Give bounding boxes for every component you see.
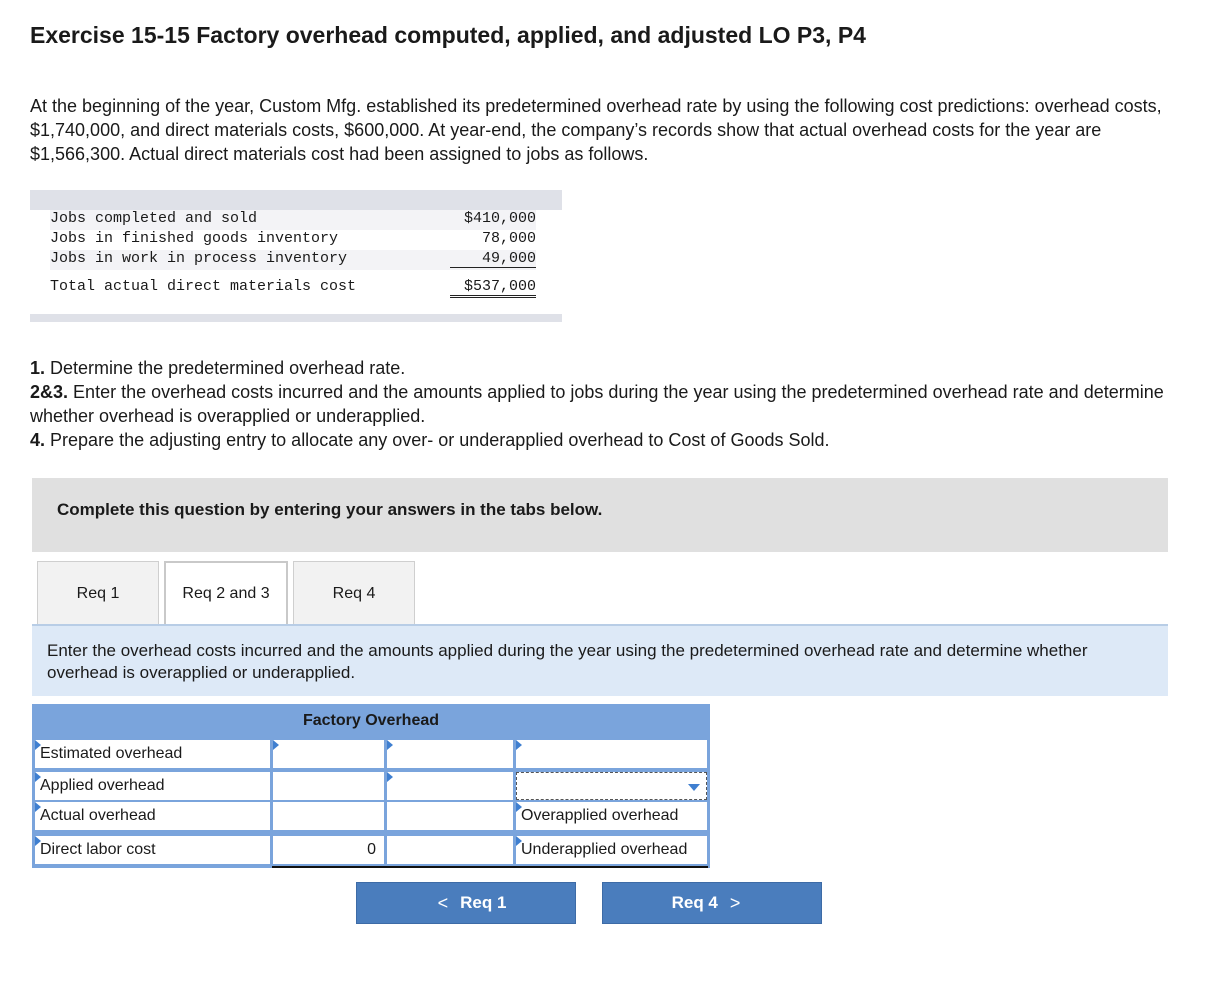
jobs-row-amount: $410,000 bbox=[463, 210, 536, 227]
jobs-table-band-top bbox=[30, 190, 562, 210]
next-req-button[interactable] bbox=[602, 882, 822, 924]
t-account-total-line bbox=[272, 866, 708, 868]
dropdown-option-underapplied[interactable]: Underapplied overhead bbox=[516, 836, 707, 864]
requirement-item bbox=[30, 380, 1170, 428]
instruction-panel: Enter the overhead costs incurred and the amounts applied during the year using the predetermined overhead rate and determine whether overhead is overapplied or underapplied. bbox=[32, 626, 1168, 696]
left-label-select[interactable]: Actual overhead bbox=[35, 802, 270, 830]
requirement-number: 2&3. bbox=[30, 382, 69, 402]
jobs-row-label: Jobs in work in process inventory bbox=[50, 250, 348, 267]
credit-amount-input[interactable] bbox=[387, 802, 513, 830]
page-title: Exercise 15-15 Factory overhead computed, applied, and adjusted LO P3, P4 bbox=[30, 22, 866, 48]
jobs-total-amount: $537,000 bbox=[450, 278, 536, 298]
intro-text: At the beginning of the year, Custom Mfg. established its predetermined overhead rate by using the following cost predictions: overhead costs, $1,740,000, and direct materials costs, $600,000. At year-end, the company’s records show that actual overhead costs for the year are $1,566,300. Actual direct materials cost had been assigned to jobs as follows. bbox=[30, 96, 1162, 164]
debit-amount-input[interactable]: 0 bbox=[273, 836, 384, 864]
next-req-label: Req 4 bbox=[671, 893, 718, 912]
requirement-text: Determine the predetermined overhead rate. bbox=[50, 358, 406, 378]
requirement-text: Prepare the adjusting entry to allocate any over- or underapplied overhead to Cost of Goods Sold. bbox=[50, 430, 830, 450]
jobs-row-label: Jobs completed and sold bbox=[50, 210, 258, 227]
tab-req-4[interactable]: Req 4 bbox=[293, 561, 415, 625]
requirements-list bbox=[30, 356, 1170, 452]
debit-amount-input[interactable] bbox=[273, 802, 384, 830]
debit-amount-input[interactable] bbox=[273, 740, 384, 768]
chevron-down-icon[interactable] bbox=[688, 784, 700, 791]
dropdown-option-overapplied[interactable]: Overapplied overhead bbox=[516, 802, 707, 830]
jobs-table-band-bottom bbox=[30, 314, 562, 322]
right-label-select[interactable] bbox=[516, 740, 707, 768]
requirement-number: 1. bbox=[30, 358, 46, 378]
credit-amount-input[interactable] bbox=[387, 836, 513, 864]
credit-amount-input[interactable] bbox=[387, 740, 513, 768]
requirement-number: 4. bbox=[30, 430, 46, 450]
complete-prompt-band bbox=[32, 478, 1168, 552]
over-under-dropdown[interactable] bbox=[516, 772, 707, 800]
chevron-right-icon: > bbox=[729, 892, 741, 913]
jobs-row-amount: 49,000 bbox=[450, 250, 536, 268]
t-account bbox=[32, 704, 710, 868]
left-label-select[interactable]: Applied overhead bbox=[35, 772, 270, 800]
t-account-header: Factory Overhead bbox=[302, 712, 440, 729]
tab-req-1[interactable]: Req 1 bbox=[37, 561, 159, 625]
requirement-text: Enter the overhead costs incurred and the amounts applied to jobs during the year using the predetermined overhead rate and determine whether overhead is overapplied or underapplied. bbox=[30, 382, 1164, 426]
jobs-row-label: Jobs in finished goods inventory bbox=[50, 230, 339, 247]
requirement-item bbox=[30, 428, 1170, 452]
tab-req-2-and-3[interactable]: Req 2 and 3 bbox=[164, 561, 288, 625]
jobs-row-amount: 78,000 bbox=[481, 230, 536, 247]
prev-req-label: Req 1 bbox=[460, 893, 507, 912]
chevron-left-icon: < bbox=[437, 892, 449, 913]
jobs-total-label: Total actual direct materials cost bbox=[50, 278, 357, 295]
jobs-row bbox=[50, 250, 536, 270]
complete-prompt: Complete this question by entering your answers in the tabs below. bbox=[57, 500, 603, 519]
requirement-item bbox=[30, 356, 1170, 380]
left-label-select[interactable]: Estimated overhead bbox=[35, 740, 270, 768]
credit-amount-input[interactable] bbox=[387, 772, 513, 800]
prev-req-button[interactable] bbox=[356, 882, 576, 924]
debit-amount-input[interactable] bbox=[273, 772, 384, 800]
jobs-row bbox=[50, 210, 536, 230]
left-label-select[interactable]: Direct labor cost bbox=[35, 836, 270, 864]
